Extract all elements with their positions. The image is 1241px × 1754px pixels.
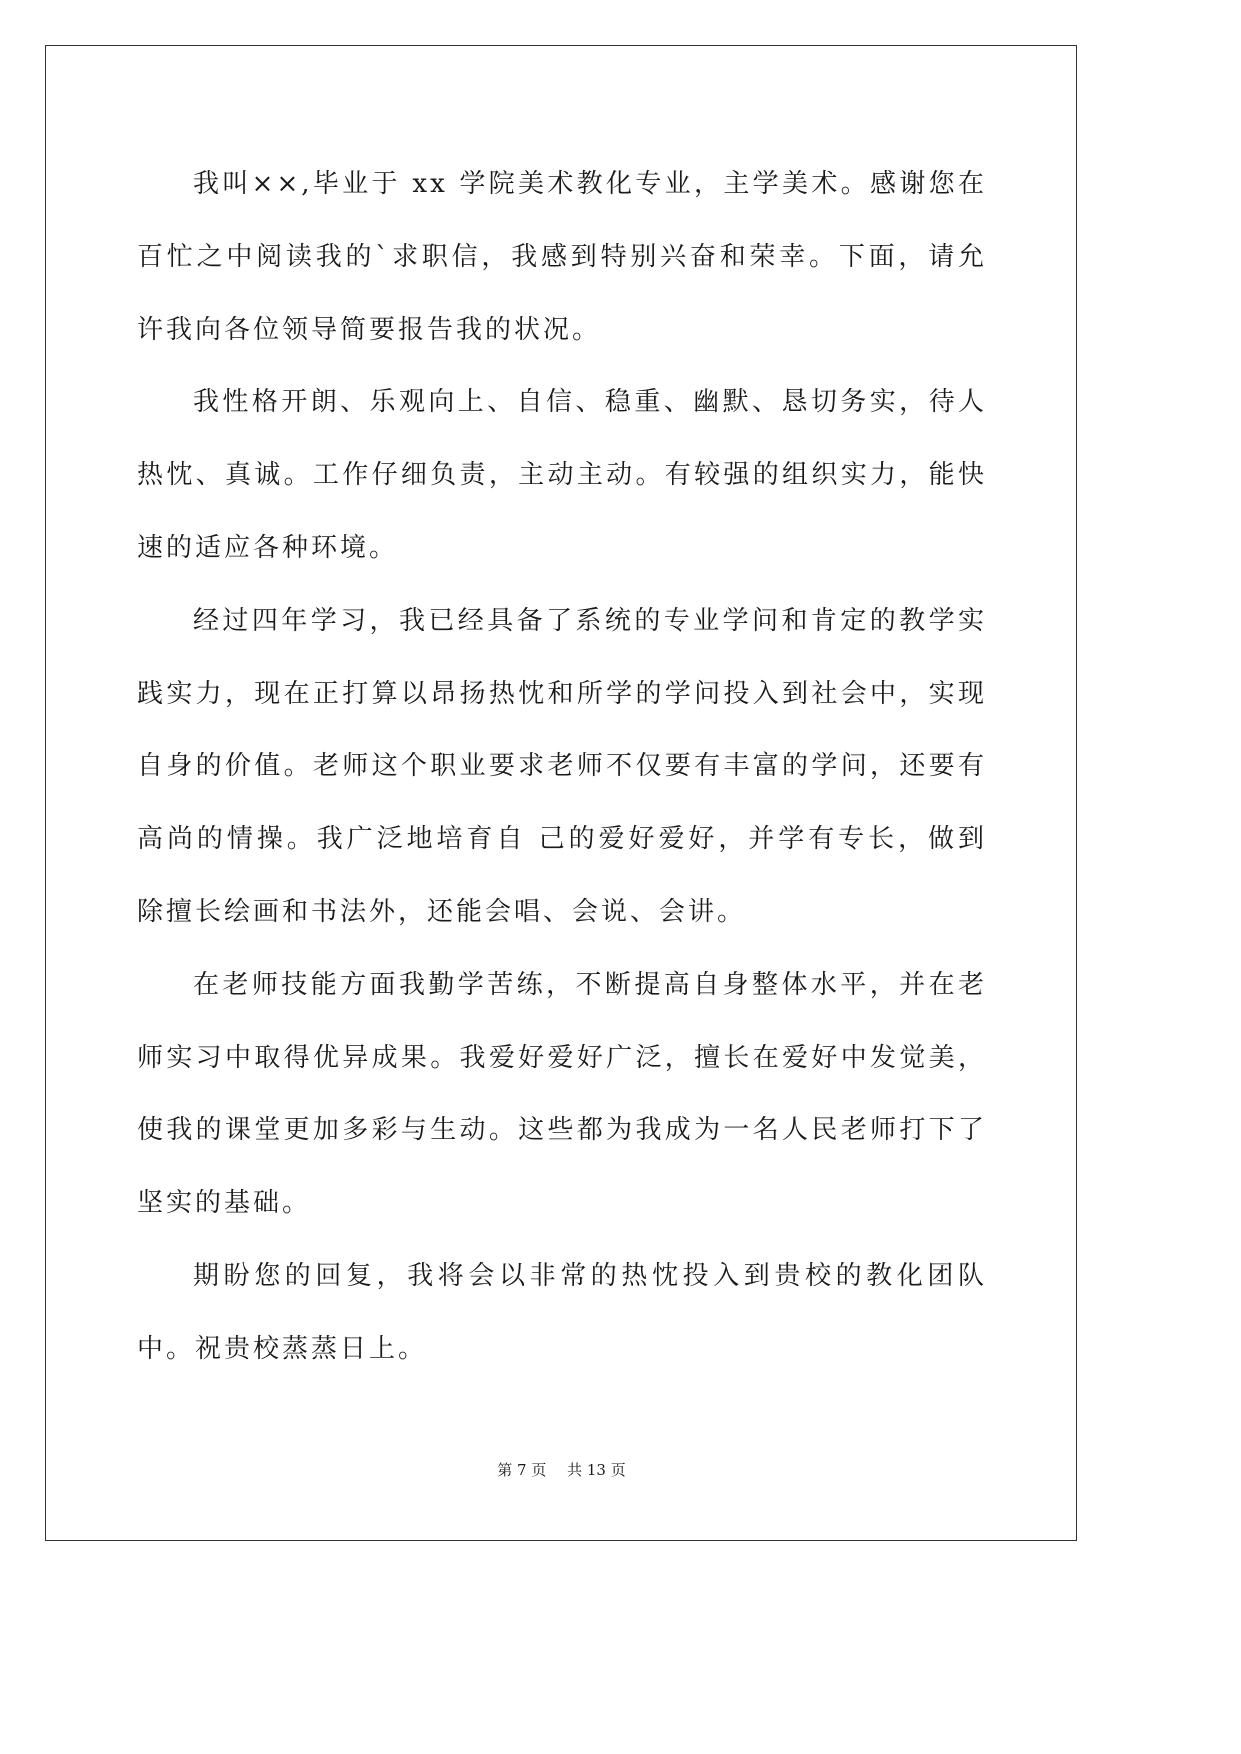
paragraph-closing: 期盼您的回复，我将会以非常的热忱投入到贵校的教化团队中。祝贵校蒸蒸日上。 bbox=[137, 1260, 987, 1364]
paragraph-personality: 我性格开朗、乐观向上、自信、稳重、幽默、恳切务实，待人热忱、真诚。工作仔细负责，主动主动。有较强的组织实力，能快速的适应各种环境。 bbox=[137, 387, 987, 563]
page-total: 共 13 页 bbox=[567, 1461, 626, 1479]
paragraph-skills: 在老师技能方面我勤学苦练，不断提高自身整体水平，并在老师实习中取得优异成果。我爱好爱好广泛，擅长在爱好中发觉美，使我的课堂更加多彩与生动。这些都为我成为一名人民老师打下了坚实的基础。 bbox=[137, 969, 987, 1219]
page-footer bbox=[0, 1461, 1123, 1479]
paragraph-intro: 我叫××,毕业于 xx 学院美术教化专业，主学美术。感谢您在百忙之中阅读我的`求职信，我感到特别兴奋和荣幸。下面，请允许我向各位领导简要报告我的状况。 bbox=[137, 169, 987, 345]
document-body bbox=[137, 148, 987, 1386]
paragraph-education: 经过四年学习，我已经具备了系统的专业学问和肯定的教学实践实力，现在正打算以昂扬热忱和所学的学问投入到社会中，实现自身的价值。老师这个职业要求老师不仅要有丰富的学问，还要有高尚的情操。我广泛地培育自 己的爱好爱好，并学有专长，做到除擅长绘画和书法外，还能会唱、会说、会讲。 bbox=[137, 605, 987, 927]
page-number: 第 7 页 bbox=[497, 1461, 547, 1479]
